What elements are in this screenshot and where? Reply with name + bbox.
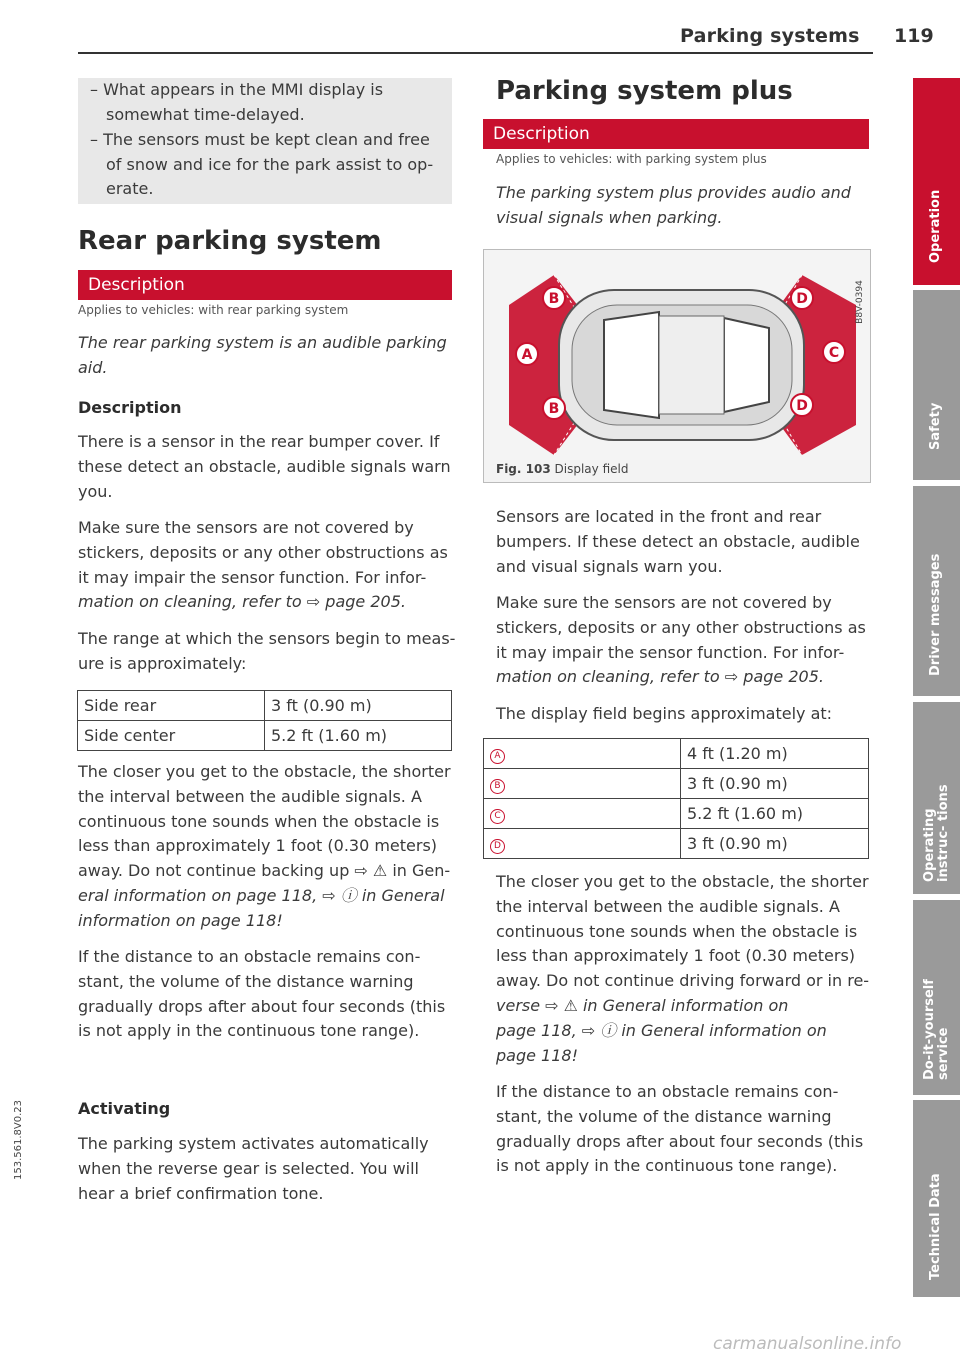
paragraph-right-4: The closer you get to the obstacle, the shorter the interval between the audible signals. A continuous tone sounds when the obstacle is less than approximately 1 foot (0.30 meters) away. Do not continue driving forward or in re- verse ⇨ ⚠ in General information on page 118, ⇨ ⓘ in General information on page 118! <box>496 872 870 1065</box>
header-rule <box>78 52 873 54</box>
watermark-footer: carmanualsonline.info <box>713 1334 902 1354</box>
table-row: D 3 ft (0.90 m) <box>484 829 869 859</box>
cross-reference-link[interactable]: away. Do not continue backing up ⇨ ⚠ in Gen- <box>78 861 451 881</box>
figure-code: B8V-0394 <box>855 280 865 324</box>
document-code: 153.561.8V0.23 <box>13 1100 24 1180</box>
applies-to-right: Applies to vehicles: with parking system plus <box>496 152 767 166</box>
svg-text:D: D <box>796 291 808 307</box>
section-heading-rear: Rear parking system <box>78 226 382 256</box>
svg-text:A: A <box>521 347 533 363</box>
range-table-left <box>77 690 452 751</box>
tab-do-it-yourself-service[interactable]: Do-it-yourself service <box>913 900 960 1095</box>
paragraph-left-5: If the distance to an obstacle remains con- stant, the volume of the distance warning gradually drops after about four seconds (this is not apply in the continuous tone range). <box>78 947 446 1041</box>
table-row: A 4 ft (1.20 m) <box>484 739 869 769</box>
cross-reference-link[interactable]: eral information on page 118, ⇨ ⓘ in General <box>78 885 445 905</box>
applies-to-left: Applies to vehicles: with rear parking system <box>78 303 349 317</box>
figure-display-field <box>483 249 871 483</box>
paragraph-left-2: Make sure the sensors are not covered by stickers, deposits or any other obstructions as it may impair the sensor function. For infor- mation on cleaning, refer to ⇨ page 205. <box>78 518 448 612</box>
paragraph-right-5: If the distance to an obstacle remains con- stant, the volume of the distance warning gradually drops after about four seconds (this is not apply in the continuous tone range). <box>496 1082 864 1176</box>
svg-text:D: D <box>796 398 808 414</box>
paragraph-left-4: The closer you get to the obstacle, the shorter the interval between the audible signals. A continuous tone sounds when the obstacle is less than approximately 1 foot (0.30 meters) away. Do not continue backing up ⇨ ⚠ in Gen- eral information on page 118, ⇨ ⓘ in General information on page 118! <box>78 762 451 930</box>
svg-text:C: C <box>828 345 840 361</box>
paragraph-right-3: The display field begins approximately at: <box>496 704 833 723</box>
rear-window <box>604 312 659 418</box>
paragraph-right-2: Make sure the sensors are not covered by stickers, deposits or any other obstructions as it may impair the sensor function. For infor- mation on cleaning, refer to ⇨ page 205. <box>496 593 866 687</box>
table-row: C 5.2 ft (1.60 m) <box>484 799 869 829</box>
cross-reference-link[interactable]: verse ⇨ ⚠ in General information on <box>496 995 789 1015</box>
cross-reference-link[interactable]: page 118, ⇨ ⓘ in General information on <box>496 1020 827 1040</box>
car-sensor-diagram <box>484 250 870 460</box>
tab-safety[interactable]: Safety <box>913 290 960 480</box>
svg-text:B: B <box>548 401 560 417</box>
lead-text-left: The rear parking system is an audible parking aid. <box>78 333 447 377</box>
subheading-activating: Activating <box>78 1099 171 1118</box>
roof <box>659 316 724 414</box>
table-row: Side rear 3 ft (0.90 m) <box>78 691 452 721</box>
table-row: B 3 ft (0.90 m) <box>484 769 869 799</box>
paragraph-left-3: The range at which the sensors begin to meas- ure is approximately: <box>78 629 456 673</box>
intro-bullet-2: – The sensors must be kept clean and free of snow and ice for the park assist to op- erate. <box>90 130 434 198</box>
tab-technical-data[interactable]: Technical Data <box>913 1100 960 1297</box>
page-number: 119 <box>894 25 934 47</box>
section-heading-plus: Parking system plus <box>496 76 793 106</box>
lead-text-right: The parking system plus provides audio and visual signals when parking. <box>496 183 851 227</box>
intro-bullet-1: – What appears in the MMI display is somewhat time-delayed. <box>90 80 384 124</box>
svg-text:B: B <box>548 291 560 307</box>
table-row: Side center 5.2 ft (1.60 m) <box>78 721 452 751</box>
paragraph-left-6: The parking system activates automatically when the reverse gear is selected. You will hear a brief confirmation tone. <box>78 1134 429 1203</box>
windshield <box>724 318 769 412</box>
tab-driver-messages[interactable]: Driver messages <box>913 486 960 696</box>
description-bar-left: Description <box>78 270 452 300</box>
running-header-title: Parking systems <box>680 25 860 47</box>
figure-caption: Fig. 103 Display field <box>496 462 629 476</box>
subheading-description: Description <box>78 398 182 417</box>
tab-operation[interactable]: Operation <box>913 78 960 285</box>
tab-operating-instructions[interactable]: Operating instruc- tions <box>913 702 960 894</box>
paragraph-right-1: Sensors are located in the front and rear bumpers. If these detect an obstacle, audible and visual signals warn you. <box>496 507 860 576</box>
display-field-table <box>483 738 869 859</box>
description-bar-right: Description <box>483 119 869 149</box>
paragraph-left-1: There is a sensor in the rear bumper cover. If these detect an obstacle, audible signals warn you. <box>78 432 451 501</box>
